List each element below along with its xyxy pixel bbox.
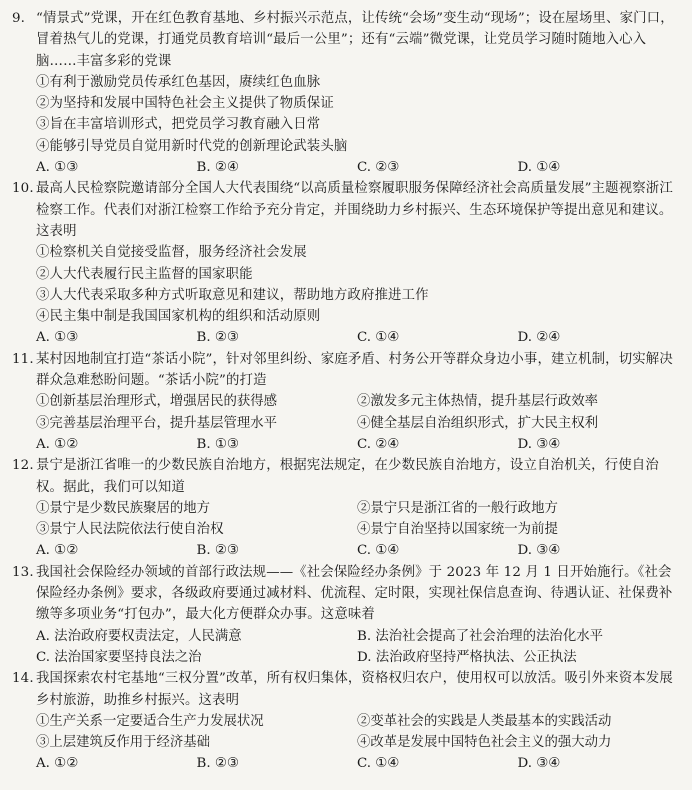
choice-b: B. ②③ bbox=[196, 330, 239, 346]
question-stem: 我国探索农村宅基地“三权分置”改革，所有权归集体，资格权归农户，使用权可以放活。吸引外来资本发展乡村旅游，助推乡村振兴。这表明 bbox=[36, 671, 673, 708]
choice-c: C. ①④ bbox=[357, 543, 400, 559]
statement: ③上层建筑反作用于经济基础 bbox=[36, 735, 211, 751]
question-10 bbox=[12, 178, 678, 348]
statement: ③人大代表采取多种方式听取意见和建议，帮助地方政府推进工作 bbox=[36, 287, 429, 303]
choice-c: C. ②③ bbox=[357, 160, 400, 176]
statement: ②人大代表履行民主监督的国家职能 bbox=[36, 266, 253, 282]
statement: ④民主集中制是我国国家机构的组织和活动原则 bbox=[36, 309, 321, 325]
statement: ②激发多元主体热情，提升基层行政效率 bbox=[357, 394, 599, 410]
choice-b: B. 法治社会提高了社会治理的法治化水平 bbox=[357, 628, 603, 644]
statement: ④健全基层自治组织形式，扩大民主权利 bbox=[357, 415, 599, 431]
choice-c: C. ②④ bbox=[357, 436, 400, 452]
statement: ④改革是发展中国特色社会主义的强大动力 bbox=[357, 735, 612, 751]
statement-row bbox=[12, 711, 678, 732]
statement-row bbox=[12, 413, 678, 434]
choice-b: B. ②④ bbox=[196, 160, 239, 176]
question-9 bbox=[12, 8, 678, 178]
statement-row bbox=[12, 519, 678, 540]
statement: ②为坚持和发展中国特色社会主义提供了物质保证 bbox=[36, 96, 334, 112]
choice-d: D. ③④ bbox=[517, 436, 561, 452]
statement: ①有利于激励党员传承红色基因，赓续红色血脉 bbox=[36, 74, 321, 90]
answer-choices bbox=[12, 434, 678, 455]
question-11 bbox=[12, 349, 678, 455]
statement: ①景宁是少数民族聚居的地方 bbox=[36, 500, 211, 516]
choice-d: D. ③④ bbox=[517, 543, 561, 559]
answer-choices bbox=[12, 540, 678, 561]
choice-a: A. ①② bbox=[36, 756, 79, 772]
choice-a: A. ①③ bbox=[36, 160, 79, 176]
question-stem: 最高人民检察院邀请部分全国人大代表围绕“以高质量检察履职服务保障经济社会高质量发展”主题视察浙江检察工作。代表们对浙江检察工作给予充分肯定，并围绕助力乡村振兴、生态环境保护等提出意见和建议。这表明 bbox=[36, 181, 673, 239]
choice-a: A. 法治政府要权责法定，人民满意 bbox=[36, 628, 242, 644]
choice-b: B. ①③ bbox=[196, 436, 239, 452]
answer-choices bbox=[12, 157, 678, 178]
statement: ④景宁自治坚持以国家统一为前提 bbox=[357, 522, 558, 538]
answer-choices bbox=[12, 753, 678, 774]
question-stem: 某村因地制宜打造“茶话小院”，针对邻里纠纷、家庭矛盾、村务公开等群众身边小事，建立机制，切实解决群众急难愁盼问题。“茶话小院”的打造 bbox=[36, 351, 673, 389]
statement: ③景宁人民法院依法行使自治权 bbox=[36, 522, 224, 538]
choice-c: C. ①④ bbox=[357, 330, 400, 346]
statement: ①创新基层治理形式，增强居民的获得感 bbox=[36, 394, 278, 410]
question-13 bbox=[12, 562, 678, 668]
question-number: 12. bbox=[12, 458, 34, 474]
statement-row bbox=[12, 498, 678, 519]
choice-c: C. 法治国家要坚持良法之治 bbox=[36, 649, 202, 665]
question-stem: “情景式”党课，开在红色教育基地、乡村振兴示范点，让传统“会场”变生动“现场”；设在屋场里、家门口，冒着热气儿的党课，打通党员教育培训“最后一公里”；还有“云端”微党课，让党员学习随时随地入心入脑……丰富多彩的党课 bbox=[36, 11, 674, 69]
choice-d: D. ②④ bbox=[517, 330, 561, 346]
choice-c: C. ①④ bbox=[357, 756, 400, 772]
statement: ②变革社会的实践是人类最基本的实践活动 bbox=[357, 713, 612, 729]
question-number: 10. bbox=[12, 181, 34, 197]
question-stem: 景宁是浙江省唯一的少数民族自治地方，根据宪法规定，在少数民族自治地方，设立自治机关，行使自治权。据此，我们可以知道 bbox=[36, 458, 659, 495]
choice-b: B. ②③ bbox=[196, 756, 239, 772]
answer-choices bbox=[12, 327, 678, 348]
question-number: 9. bbox=[12, 11, 26, 26]
statement: ③旨在丰富培训形式，把党员学习教育融入日常 bbox=[36, 117, 321, 133]
statement: ④能够引导党员自觉用新时代党的创新理论武装头脑 bbox=[36, 138, 348, 154]
question-14 bbox=[12, 668, 678, 774]
question-number: 13. bbox=[12, 564, 34, 580]
choice-d: D. ①④ bbox=[517, 160, 561, 176]
question-number: 14. bbox=[12, 671, 34, 687]
statement: ②景宁只是浙江省的一般行政地方 bbox=[357, 500, 558, 516]
choice-b: B. ②③ bbox=[196, 543, 239, 559]
statement: ①检察机关自觉接受监督，服务经济社会发展 bbox=[36, 245, 307, 261]
answer-choices-row bbox=[12, 626, 678, 647]
choice-a: A. ①② bbox=[36, 436, 79, 452]
question-number: 11. bbox=[12, 351, 34, 367]
choice-a: A. ①② bbox=[36, 543, 79, 559]
choice-d: D. 法治政府坚持严格执法、公正执法 bbox=[357, 649, 577, 665]
choice-d: D. ③④ bbox=[517, 756, 561, 772]
statement: ①生产关系一定要适合生产力发展状况 bbox=[36, 713, 264, 729]
answer-choices-row bbox=[12, 647, 678, 668]
choice-a: A. ①③ bbox=[36, 330, 79, 346]
statement-row bbox=[12, 391, 678, 412]
statement-row bbox=[12, 732, 678, 753]
statement: ③完善基层治理平台，提升基层管理水平 bbox=[36, 415, 278, 431]
question-12 bbox=[12, 455, 678, 561]
question-stem: 我国社会保险经办领域的首部行政法规——《社会保险经办条例》于 2023 年 12 月 1 日开始施行。《社会保险经办条例》要求，各级政府要通过减材料、优流程、定时限，实现社保信息查询、待遇认证、社保费补缴等多项业务“打包办”，最大化方便群众办事。这意味着 bbox=[36, 564, 673, 623]
